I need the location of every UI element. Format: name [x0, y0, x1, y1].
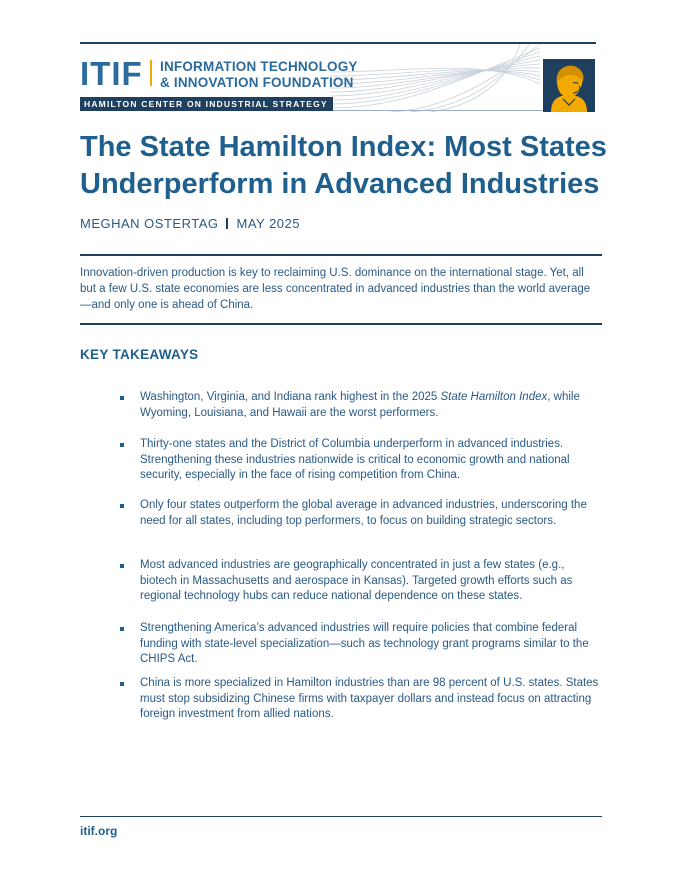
bullet-marker — [120, 443, 124, 447]
key-takeaways-heading: KEY TAKEAWAYS — [80, 347, 199, 362]
takeaway-text: Most advanced industries are geographically concentrated in just a few states (e.g., biotech in Massachusetts and aerospace in Kansas). Targeted growth efforts such as regional technology hubs can reduce national dependence on these states. — [140, 559, 573, 602]
organization-name — [160, 59, 358, 91]
takeaway-item — [120, 558, 602, 605]
takeaway-text: China is more specialized in Hamilton industries than are 98 percent of U.S. states. States must stop subsidizing Chinese firms with taxpayer dollars and instead focus on attracting foreign investment from allied nations. — [140, 677, 599, 720]
takeaway-text: Only four states outperform the global average in advanced industries, underscoring the need for all states, including top performers, to focus on building strategic sectors. — [140, 499, 587, 527]
takeaway-text: Thirty-one states and the District of Columbia underperform in advanced industries. Strengthening these industries nationwide is critical to economic growth and national security, especially in the face of rising competition from China. — [140, 438, 570, 481]
logo-separator — [150, 60, 152, 86]
organization-name-line1: INFORMATION TECHNOLOGY — [160, 59, 358, 74]
takeaway-text-end: , while Wyoming, Louisiana, and Hawaii are the worst performers. — [140, 391, 580, 419]
takeaway-item — [120, 621, 602, 668]
takeaway-text: Strengthening America’s advanced industries will require policies that combine federal funding with state-level specialization—such as technology grant programs similar to the CHIPS Act. — [140, 622, 589, 665]
banner-underline — [333, 110, 543, 111]
bullet-marker — [120, 396, 124, 400]
footer-rule — [80, 816, 602, 817]
bullet-marker — [120, 627, 124, 631]
index-name-emphasis: State Hamilton Index — [440, 391, 548, 403]
abstract-top-rule — [80, 254, 602, 256]
footer-website-link[interactable]: itif.org — [80, 824, 118, 838]
bullet-marker — [120, 564, 124, 568]
organization-name-line2: & INNOVATION FOUNDATION — [160, 75, 354, 90]
itif-logo-mark: ITIF — [80, 55, 143, 92]
abstract: Innovation-driven production is key to reclaiming U.S. dominance on the international stage. Yet, all but a few U.S. state economies are less concentrated in advanced industries than the world average—and only one is ahead of China. — [80, 267, 591, 311]
bullet-marker — [120, 682, 124, 686]
takeaway-text-start: Washington, Virginia, and Indiana rank highest in the 2025 — [140, 391, 441, 403]
takeaway-item — [120, 498, 602, 529]
author-name: MEGHAN OSTERTAG — [80, 216, 219, 231]
byline-separator — [226, 218, 228, 229]
decorative-wave-lines — [330, 44, 540, 112]
report-title: The State Hamilton Index: Most States Underperform in Advanced Industries — [80, 131, 607, 200]
takeaway-item — [120, 437, 602, 484]
takeaway-item — [120, 390, 602, 421]
bullet-marker — [120, 504, 124, 508]
publication-date: MAY 2025 — [236, 216, 300, 231]
takeaway-item — [120, 676, 602, 723]
byline — [80, 216, 300, 231]
hamilton-portrait-icon — [543, 59, 595, 112]
abstract-bottom-rule — [80, 323, 602, 325]
takeaway-text — [140, 390, 602, 421]
center-name-banner: HAMILTON CENTER ON INDUSTRIAL STRATEGY — [80, 97, 333, 111]
